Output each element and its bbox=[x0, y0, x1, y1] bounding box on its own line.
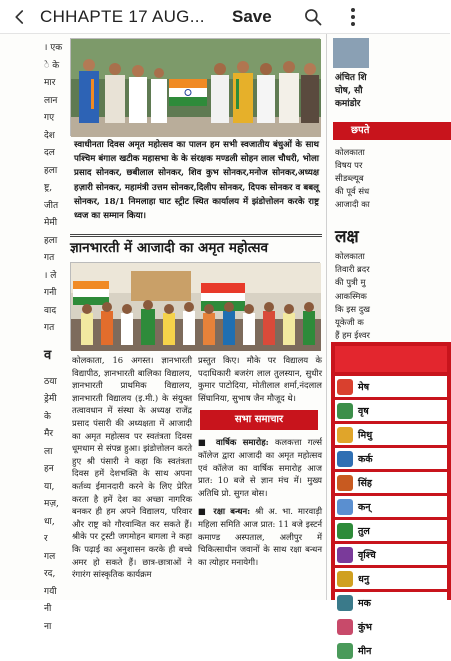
zodiac-row bbox=[335, 640, 447, 661]
search-button[interactable] bbox=[296, 0, 330, 34]
document-title: CHHAPTE 17 AUG... bbox=[40, 6, 205, 26]
left-line: मैर bbox=[44, 429, 54, 439]
left-line: ड्रेमी bbox=[44, 394, 57, 404]
more-vert-icon bbox=[350, 7, 356, 27]
zodiac-icon bbox=[337, 427, 353, 443]
right-line: कि इस दुख bbox=[335, 303, 370, 314]
zodiac-row bbox=[335, 448, 447, 469]
zodiac-row bbox=[335, 520, 447, 541]
left-line: हला bbox=[44, 165, 58, 176]
article-body-column-1: कोलकाता, 16 अगस्त। ज्ञानभारती विद्यापीठ, ज्ञानभारती बालिका विद्यालय, ज्ञानभारती प्राथमिक विद्यालय, ज्ञानभारती विद्यालय (इ.मी.) के संयुक्त तत्वावधान में संस्था के अध्यक्ष राजेंद्र प्रसाद पंसारी की अध्यक्षता में आजादी का अमृत महोत्सव पर स्वतंत्रता दिवस धूमधाम से संपन्न हुआ। झंडोत्तोलन करते हुए श्री पंसारी ने कहा कि स्वतंत्रता दिवस हमें देशभक्ति के साथ अपना कर्तव्य ईमानदारी करने के लिए प्रेरित करता है हमें देश का अच्छा नागरिक बनकर ही हम अपने विद्यालय, परिवार और राष्ट्र को गौरवान्वित कर सकते हैं।श्रीके पर ट्रस्टी जगमोहन बागला ने कहा कि पढ़ाई का अनुशासन करके ही बच्चे अमर हो सकते हैं। छात्र-छात्राओं ने रंगारंग सांस्कृतिक कार्यक्रम bbox=[72, 355, 192, 580]
article-body-continued: प्रस्तुत किए। मौके पर विद्यालय के पदाधिकारी बजरंग लाल तुलस्यान, सुधीर कुमार पाटोदिया, मोतीलाल शर्मा,नंदलाल सिंघानिया, सुभाष जैन मौजूद थे। bbox=[198, 355, 322, 403]
news-item-text: श्री अ. भा. मारवाड़ी महिला समिति आज प्रात: 11 बजे इस्टर्न कमाण्ड अस्पताल, अलीपुर में चिकित्साधीन जवानों के साथ रक्षा बन्धन का त्योहार मनायेगी। bbox=[198, 506, 322, 567]
news-item-text: कलकत्ता गर्ल्स कॉलेज द्वारा आजादी का अमृत महोत्सव एवं कॉलेज का वार्षिक समारोह आज प्रात: 10 बजे से ज्ञान मंच में। मुख्य अतिथि प्रो. सुगत बोस। bbox=[198, 437, 322, 498]
zodiac-icon bbox=[337, 571, 353, 587]
section-red-banner: छपते bbox=[333, 122, 451, 140]
left-line: हन bbox=[44, 464, 54, 474]
right-line: तिवारी ब्रदर bbox=[335, 264, 370, 275]
left-line: गयी bbox=[44, 586, 57, 597]
left-line: रद, bbox=[44, 569, 56, 579]
news-item-annual-function bbox=[198, 436, 322, 499]
left-line: जीत bbox=[44, 200, 59, 211]
left-line: र bbox=[44, 534, 48, 544]
right-headline: लक्ष bbox=[335, 227, 359, 247]
more-options-button[interactable] bbox=[338, 0, 368, 34]
left-line: ठया bbox=[44, 376, 57, 387]
left-line: ला bbox=[44, 446, 53, 457]
save-button[interactable]: Save bbox=[232, 6, 272, 26]
zodiac-label: कर्क bbox=[358, 454, 373, 465]
zodiac-icon bbox=[337, 595, 353, 611]
left-line: नी bbox=[44, 604, 52, 614]
right-line: की पुत्री मु bbox=[335, 277, 366, 288]
zodiac-icon bbox=[337, 523, 353, 539]
left-line: । ले bbox=[44, 270, 57, 281]
group-photo-flag-hoisting bbox=[70, 38, 320, 136]
left-line: दल bbox=[44, 148, 55, 158]
zodiac-label: तुल bbox=[358, 526, 370, 537]
news-item-raksha-bandhan bbox=[198, 505, 322, 568]
left-line: धा, bbox=[44, 516, 55, 527]
right-line: अंचित शि bbox=[335, 73, 367, 83]
zodiac-label: मेष bbox=[358, 382, 370, 393]
right-text-block-3 bbox=[335, 250, 447, 356]
news-item-heading: ■ वार्षिक समारोह: bbox=[198, 437, 269, 448]
school-event-photo bbox=[70, 262, 320, 350]
article-body-column-2 bbox=[198, 354, 322, 574]
left-line: गए bbox=[44, 113, 55, 123]
photo-caption: स्वाधीनता दिवस अमृत महोत्सव का पालन हम सभी स्वजातीय बंधुओं के साथ पश्चिम बंगाल खटीक महासभा के के संरक्षक मण्डली सोहन लाल चौधरी, भोला प्रसाद सोनकर, छबीलाल सोनकर, शिव कुभ सोनकर,मनोज सोनकर,अध्यक्ष हज़ारी सोनकर, महामंत्री उत्तम सोनकर,दिलीप सोनकर, दिपक सोनकर व बबलू सोनकर, 18/1 निमलाहा घाट स्ट्रीट स्थित कार्यालय में झंडोत्तोलन करके राष्ट्र ध्वज का सम्मान किया। bbox=[74, 140, 319, 222]
right-line: सीडब्ल्यूब bbox=[335, 173, 364, 183]
article-headline: ज्ञानभारती में आजादी का अमृत महोत्सव bbox=[70, 234, 322, 260]
zodiac-label: मिथु bbox=[358, 430, 373, 441]
zodiac-label: मीन bbox=[358, 646, 372, 657]
right-line: हैं हम ईश्वर bbox=[335, 330, 370, 341]
left-line: के bbox=[44, 411, 51, 422]
zodiac-label: वृश्चि bbox=[358, 550, 376, 561]
zodiac-row bbox=[335, 424, 447, 445]
right-column-fragment bbox=[326, 34, 450, 657]
left-column-fragment bbox=[44, 40, 64, 632]
zodiac-row bbox=[335, 472, 447, 493]
zodiac-icon bbox=[337, 547, 353, 563]
back-arrow-icon bbox=[11, 8, 29, 26]
zodiac-label: कन् bbox=[358, 502, 371, 513]
newspaper-page[interactable] bbox=[0, 34, 450, 657]
right-text-block-1 bbox=[335, 72, 447, 111]
left-big-letter: व bbox=[44, 347, 52, 363]
zodiac-icon bbox=[337, 403, 353, 419]
right-line: की पूर्व संध bbox=[335, 186, 370, 196]
zodiac-label: सिंह bbox=[358, 478, 372, 489]
left-line: ना bbox=[44, 621, 52, 632]
sabha-samachar-banner: सभा समाचार bbox=[200, 410, 318, 430]
right-line: विषय पर bbox=[335, 160, 363, 170]
zodiac-label: मक bbox=[358, 598, 371, 609]
left-line: हला bbox=[44, 235, 58, 246]
right-line: यूकेजी क bbox=[335, 317, 364, 328]
search-icon bbox=[303, 7, 323, 27]
left-line: या, bbox=[44, 481, 55, 492]
horoscope-header bbox=[335, 346, 447, 372]
thumbnail-photo bbox=[333, 38, 369, 68]
left-line: वाद bbox=[44, 305, 57, 316]
zodiac-row bbox=[335, 544, 447, 565]
zodiac-label: कुंभ bbox=[358, 622, 372, 633]
left-line: गत bbox=[44, 253, 55, 263]
zodiac-icon bbox=[337, 499, 353, 515]
left-line: । एक bbox=[44, 43, 63, 53]
zodiac-row bbox=[335, 616, 447, 637]
back-button[interactable] bbox=[0, 0, 40, 34]
left-line: गल bbox=[44, 551, 56, 562]
right-line: आकस्मिक bbox=[335, 290, 367, 301]
left-line: मेमी bbox=[44, 218, 58, 228]
zodiac-row bbox=[335, 376, 447, 397]
zodiac-row bbox=[335, 496, 447, 517]
news-item-heading: ■ रक्षा बन्धन: bbox=[198, 506, 251, 517]
zodiac-label: वृष bbox=[358, 406, 369, 417]
zodiac-icon bbox=[337, 619, 353, 635]
main-article-column bbox=[70, 34, 322, 600]
right-line: कोलकाता bbox=[335, 147, 365, 157]
zodiac-icon bbox=[337, 475, 353, 491]
zodiac-row bbox=[335, 400, 447, 421]
zodiac-row bbox=[335, 592, 447, 613]
right-line: कोलकाता bbox=[335, 251, 365, 261]
left-line: लान bbox=[44, 95, 58, 106]
horoscope-box bbox=[331, 342, 451, 657]
zodiac-icon bbox=[337, 643, 353, 659]
right-text-block-2 bbox=[335, 146, 447, 211]
left-line: गनी bbox=[44, 288, 57, 298]
left-line: मज़, bbox=[44, 499, 59, 509]
right-line: कमांडोर bbox=[335, 99, 361, 109]
right-line: आजादी का bbox=[335, 199, 370, 209]
right-line: घोष, सौ bbox=[335, 86, 363, 96]
zodiac-icon bbox=[337, 451, 353, 467]
left-line: ष्ट्र, bbox=[44, 183, 53, 193]
left-line: गत bbox=[44, 323, 55, 333]
left-line: े के bbox=[44, 60, 60, 71]
zodiac-icon bbox=[337, 379, 353, 395]
left-line: देश bbox=[44, 130, 55, 141]
zodiac-label: धनु bbox=[358, 574, 370, 585]
zodiac-row bbox=[335, 568, 447, 589]
left-line: मार bbox=[44, 78, 56, 88]
top-app-bar bbox=[0, 0, 450, 34]
